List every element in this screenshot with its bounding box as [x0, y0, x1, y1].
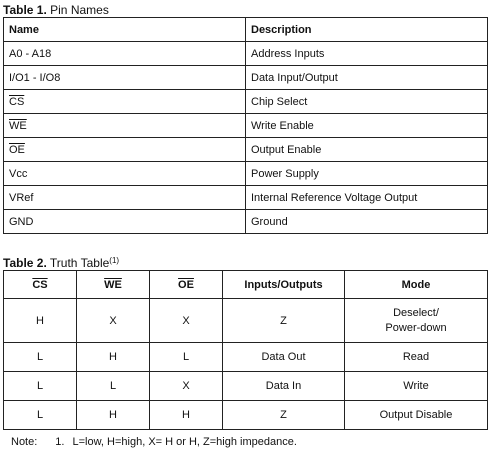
cell-cs: L: [4, 401, 77, 430]
table-row: [4, 90, 488, 114]
table2-caption-footnote-ref: (1): [109, 256, 120, 265]
header-mode: Mode: [345, 271, 488, 299]
pin-description: Address Inputs: [246, 42, 488, 66]
header-cs: [4, 271, 77, 299]
table-header-row: [4, 271, 488, 299]
cell-oe: X: [150, 372, 223, 401]
pin-name: Vcc: [4, 162, 246, 186]
table-row: [4, 66, 488, 90]
pin-name: VRef: [4, 186, 246, 210]
header-oe-label: $\overline{OE}$: [178, 278, 194, 291]
cell-oe: X: [150, 299, 223, 343]
table-row: [4, 42, 488, 66]
pin-description: Ground: [246, 210, 488, 234]
pin-name: [4, 114, 246, 138]
pin-name: I/O1 - I/O8: [4, 66, 246, 90]
pin-name: GND: [4, 210, 246, 234]
note-text: L=low, H=high, X= H or H, Z=high impedance.: [72, 436, 297, 448]
table-row: [4, 186, 488, 210]
cell-io: Data Out: [223, 343, 345, 372]
cell-we: H: [77, 343, 150, 372]
cell-we: L: [77, 372, 150, 401]
table-row: [4, 210, 488, 234]
cell-oe: H: [150, 401, 223, 430]
cell-we: H: [77, 401, 150, 430]
cell-mode: Read: [345, 343, 488, 372]
pin-name: [4, 90, 246, 114]
table-row: [4, 299, 488, 343]
table2-caption-title: Truth Table: [49, 256, 110, 270]
pin-name-overline: $\overline{CS}$: [9, 95, 25, 108]
header-we-label: $\overline{WE}$: [104, 278, 122, 291]
table-note: [11, 436, 297, 448]
table2-caption: [3, 254, 119, 270]
header-we: [77, 271, 150, 299]
header-name: Name: [4, 18, 246, 42]
cell-mode: Output Disable: [345, 401, 488, 430]
pin-name-overline: $\overline{WE}$: [9, 119, 27, 132]
pin-name-overline: $\overline{OE}$: [9, 143, 25, 156]
pin-description: Data Input/Output: [246, 66, 488, 90]
table-row: [4, 138, 488, 162]
header-inputs-outputs: Inputs/Outputs: [223, 271, 345, 299]
cell-we: X: [77, 299, 150, 343]
note-number: 1.: [55, 436, 65, 448]
cell-io: Data In: [223, 372, 345, 401]
cell-io: Z: [223, 299, 345, 343]
cell-cs: H: [4, 299, 77, 343]
header-description: Description: [246, 18, 488, 42]
cell-mode-line2: Power-down: [385, 321, 447, 334]
pin-description: Power Supply: [246, 162, 488, 186]
table-row: [4, 162, 488, 186]
pin-name: A0 - A18: [4, 42, 246, 66]
table-row: [4, 372, 488, 401]
table-row: [4, 401, 488, 430]
pin-description: Internal Reference Voltage Output: [246, 186, 488, 210]
pin-description: Write Enable: [246, 114, 488, 138]
header-cs-label: $\overline{CS}$: [32, 278, 48, 291]
table2-caption-label: Table 2.: [3, 256, 47, 270]
note-label: Note:: [11, 436, 38, 448]
header-oe: [150, 271, 223, 299]
pin-names-table: [3, 17, 488, 234]
table-row: [4, 114, 488, 138]
truth-table: [3, 270, 488, 430]
table-header-row: [4, 18, 488, 42]
pin-description: Output Enable: [246, 138, 488, 162]
cell-mode: Write: [345, 372, 488, 401]
cell-io: Z: [223, 401, 345, 430]
cell-mode: [345, 299, 488, 343]
table-row: [4, 343, 488, 372]
table1-caption-label: Table 1.: [3, 3, 47, 17]
cell-cs: L: [4, 343, 77, 372]
cell-mode-line1: Deselect/: [393, 306, 439, 319]
cell-cs: L: [4, 372, 77, 401]
pin-name: [4, 138, 246, 162]
table1-caption: [3, 3, 109, 17]
pin-description: Chip Select: [246, 90, 488, 114]
cell-oe: L: [150, 343, 223, 372]
table1-caption-title: Pin Names: [50, 3, 109, 17]
